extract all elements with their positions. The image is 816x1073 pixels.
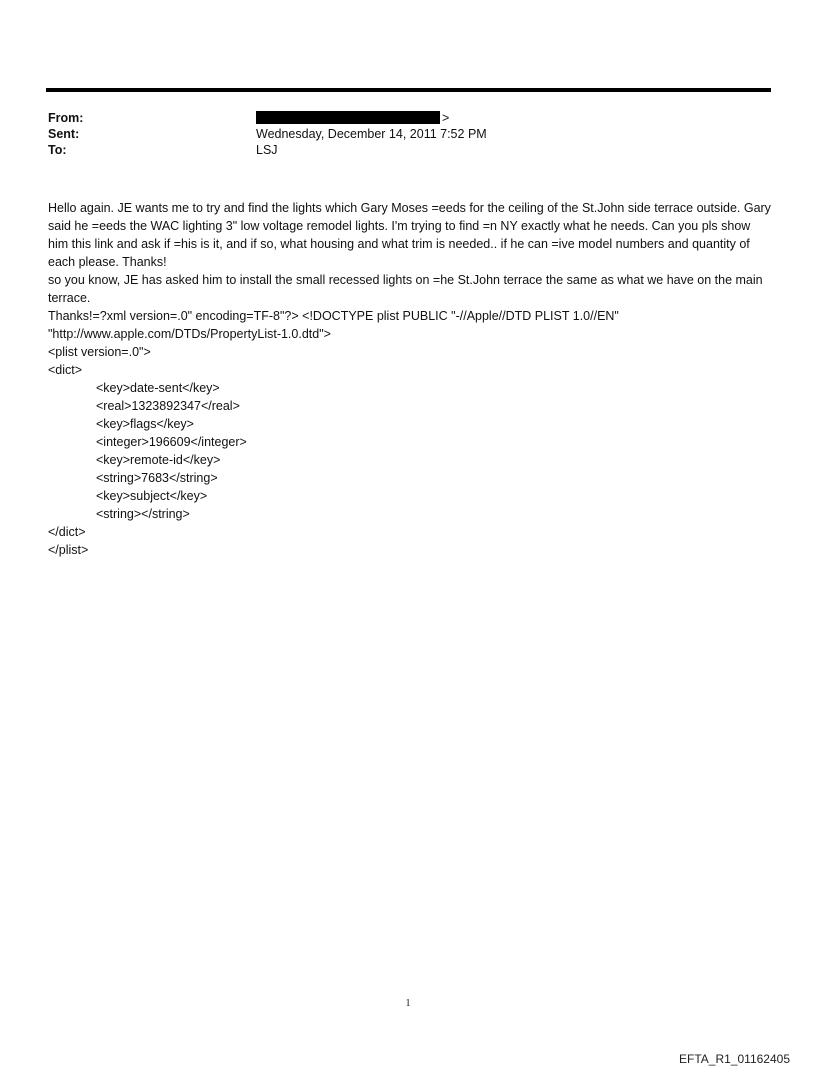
body-paragraph-2: so you know, JE has asked him to install the small recessed lights on =he St.John terrace the same as what we have on the main terrace.	[48, 273, 763, 305]
sent-row	[48, 126, 768, 142]
to-label: To:	[48, 143, 67, 157]
plist-close-line: </plist>	[48, 543, 89, 557]
sent-label: Sent:	[48, 127, 80, 141]
email-body	[48, 199, 773, 559]
dict-entry: <string></string>	[96, 507, 190, 521]
dict-close-line: </dict>	[48, 525, 86, 539]
dict-entry: <string>7683</string>	[96, 471, 218, 485]
dict-open-line: <dict>	[48, 363, 83, 377]
body-paragraph-3: Thanks!=?xml version=.0" encoding=TF-8"?> <!DOCTYPE plist PUBLIC "-//Apple//DTD PLIST 1.0//EN" "http://www.apple.com/DTDs/PropertyList-1.0.dtd">	[48, 309, 619, 341]
document-id: EFTA_R1_01162405	[679, 1052, 790, 1066]
body-paragraph-1: Hello again. JE wants me to try and find the lights which Gary Moses =eeds for the ceiling of the St.John side terrace outside. Gary said he =eeds the WAC lighting 3" low voltage remodel lights. I'm trying to find =n NY exactly what he needs. Can you pls show him this link and ask if =his is it, and if so, what housing and what trim is needed.. if he can =ive model numbers and quantity of each please. Thanks!	[48, 201, 771, 269]
from-suffix: >	[442, 111, 450, 125]
to-value: LSJ	[256, 143, 278, 157]
email-header	[48, 110, 768, 158]
dict-entry: <integer>196609</integer>	[96, 435, 247, 449]
dict-entry: <key>flags</key>	[96, 417, 194, 431]
from-value	[256, 110, 449, 126]
dict-entry: <real>1323892347</real>	[96, 399, 240, 413]
to-row	[48, 142, 768, 158]
plist-open-line: <plist version=.0">	[48, 345, 151, 359]
header-rule	[46, 88, 771, 92]
dict-entry: <key>subject</key>	[96, 489, 208, 503]
redaction-block	[256, 111, 440, 124]
sent-value: Wednesday, December 14, 2011 7:52 PM	[256, 127, 487, 141]
from-row	[48, 110, 768, 126]
from-label: From:	[48, 111, 84, 125]
dict-entry: <key>date-sent</key>	[96, 381, 220, 395]
dict-entry: <key>remote-id</key>	[96, 453, 221, 467]
page-number: 1	[405, 998, 411, 1009]
